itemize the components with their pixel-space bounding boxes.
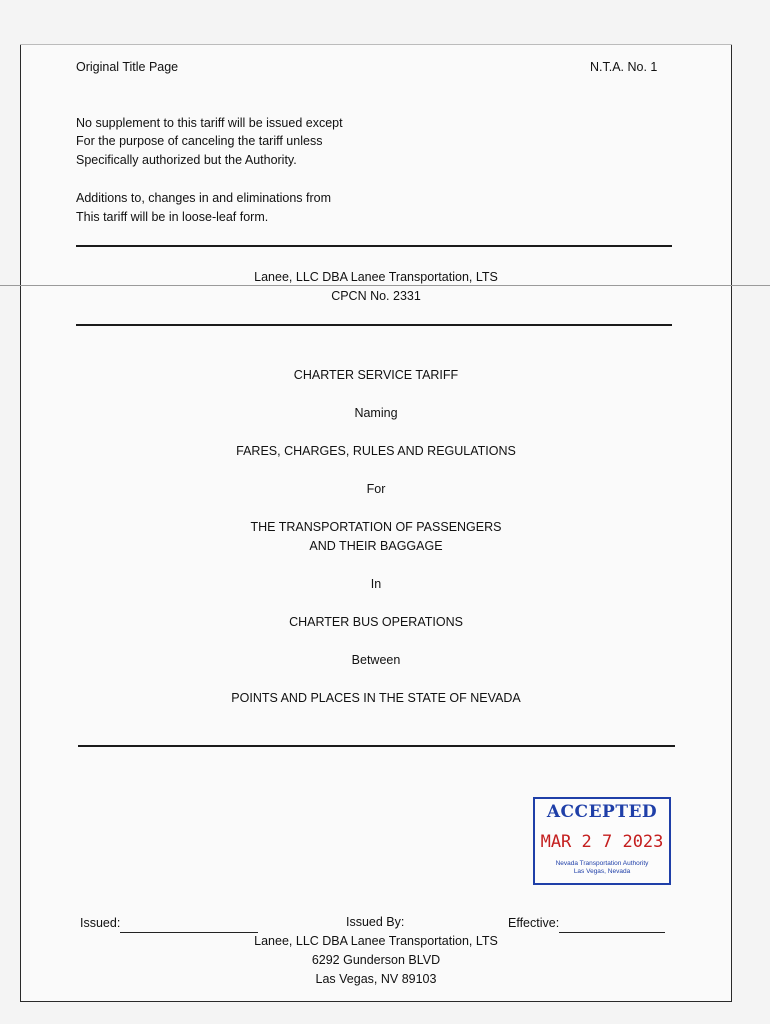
title-line-3: FARES, CHARGES, RULES AND REGULATIONS <box>236 444 516 458</box>
notice-line-3: Specifically authorized but the Authority. <box>76 153 297 167</box>
issued-blank <box>120 913 258 933</box>
title-line-7: In <box>370 577 382 591</box>
issuer-address-2: Las Vegas, NV 89103 <box>315 972 437 986</box>
carrier-name: Lanee, LLC DBA Lanee Transportation, LTS <box>254 270 498 284</box>
issuer-address-1: 6292 Gunderson BLVD <box>311 953 441 967</box>
page-label: Original Title Page <box>76 60 179 74</box>
title-line-2: Naming <box>354 406 398 420</box>
loose-leaf-line-1: Additions to, changes in and eliminations from <box>76 191 332 205</box>
issued-field <box>80 913 258 933</box>
title-line-4: For <box>366 482 386 496</box>
stamp-city: Las Vegas, Nevada <box>573 868 631 875</box>
stamp-title: ACCEPTED <box>546 802 658 822</box>
title-line-1: CHARTER SERVICE TARIFF <box>293 368 459 382</box>
title-line-10: POINTS AND PLACES IN THE STATE OF NEVADA <box>231 691 521 705</box>
effective-field <box>508 913 665 933</box>
accepted-stamp <box>533 797 671 885</box>
notice-line-1: No supplement to this tariff will be issued except <box>76 116 343 130</box>
divider-1 <box>76 245 672 247</box>
issuer-name: Lanee, LLC DBA Lanee Transportation, LTS <box>254 934 498 948</box>
stamp-date: MAR 2 7 2023 <box>540 832 664 852</box>
page-top-edge <box>20 44 732 45</box>
title-line-8: CHARTER BUS OPERATIONS <box>289 615 463 629</box>
cpcn-number: CPCN No. 2331 <box>331 289 421 303</box>
divider-3 <box>78 745 675 747</box>
notice-line-2: For the purpose of canceling the tariff unless <box>76 134 323 148</box>
divider-2 <box>76 324 672 326</box>
title-line-9: Between <box>351 653 401 667</box>
title-line-6: AND THEIR BAGGAGE <box>309 539 443 553</box>
title-line-5: THE TRANSPORTATION OF PASSENGERS <box>250 520 502 534</box>
effective-blank <box>559 913 665 933</box>
issued-label: Issued: <box>80 916 121 930</box>
stamp-authority: Nevada Transportation Authority <box>555 860 649 867</box>
loose-leaf-line-2: This tariff will be in loose-leaf form. <box>76 210 269 224</box>
effective-label: Effective: <box>508 916 560 930</box>
issued-by-label: Issued By: <box>346 915 405 929</box>
tariff-number: N.T.A. No. 1 <box>590 60 658 74</box>
